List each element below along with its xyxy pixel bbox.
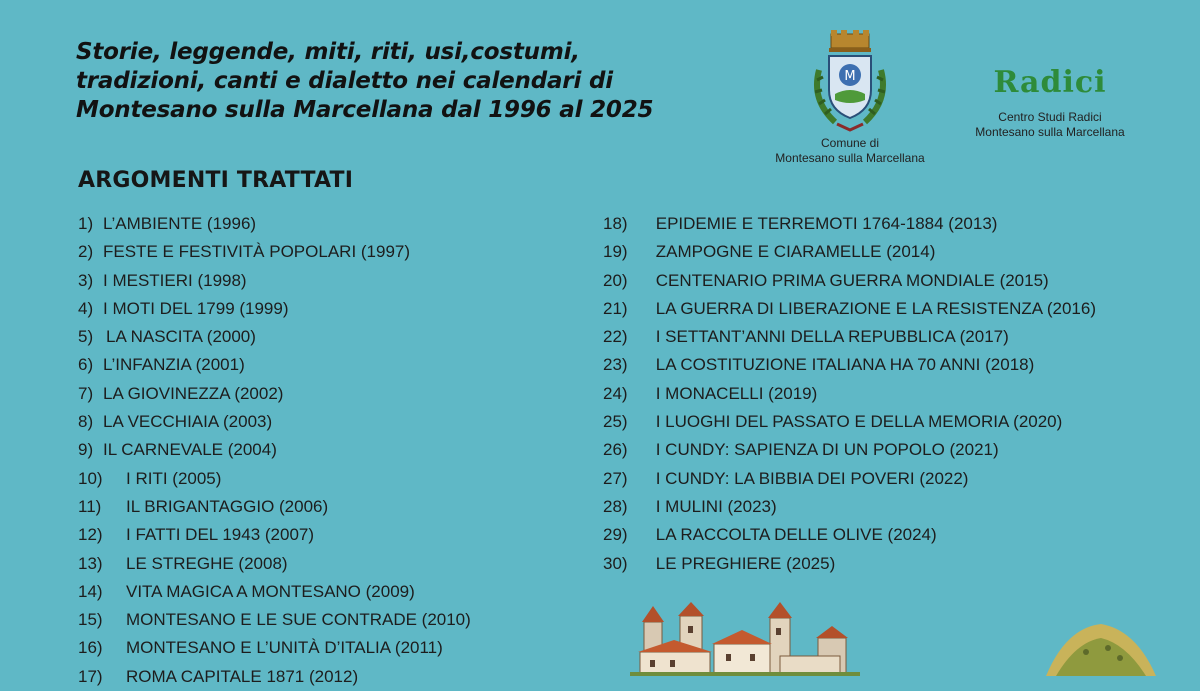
topic-text: MONTESANO E L’UNITÀ D’ITALIA (2011) [126,638,443,658]
topic-item [78,238,411,266]
topic-item [78,436,277,464]
topic-text: VITA MAGICA A MONTESANO (2009) [126,581,415,601]
topic-item [78,380,284,408]
topic-item [603,550,1096,578]
topic-number: 12) [78,525,103,545]
topic-text: EPIDEMIE E TERREMOTI 1764-1884 (2013) [655,214,998,233]
topic-text: LE STREGHE (2008) [126,553,288,573]
topic-item [78,606,471,634]
topic-number: 7) [78,383,94,403]
topic-item [78,408,273,436]
topic-number: 8) [78,412,94,432]
topic-text: CENTENARIO PRIMA GUERRA MONDIALE (2015) [655,270,1049,290]
radici-logo [960,66,1140,140]
topic-text: LA VECCHIAIA (2003) [103,412,273,432]
topic-item [603,465,1096,493]
topic-text: FESTE E FESTIVITÀ POPOLARI (1997) [103,242,411,262]
topic-item [603,408,1096,436]
topic-text: ZAMPOGNE E CIARAMELLE (2014) [655,242,936,262]
topic-number: 2) [78,242,94,262]
topics-list-left [78,210,471,691]
coat-of-arms-icon [805,30,895,134]
topic-number: 13) [78,553,103,573]
topic-item [78,465,222,493]
comune-logo [760,30,940,166]
topic-text: LA RACCOLTA DELLE OLIVE (2024) [655,525,937,545]
topic-number: 11) [78,496,102,516]
topic-item [603,210,1096,238]
topic-text: I LUOGHI DEL PASSATO E DELLA MEMORIA (2020) [655,412,1063,432]
title-line-2: tradizioni, canti e dialetto nei calendari di [76,68,613,94]
topic-number: 10) [78,468,103,488]
topic-item [78,267,247,295]
topic-number: 29) [603,525,628,545]
topic-text: I CUNDY: SAPIENZA DI UN POPOLO (2021) [655,440,999,460]
topic-item [78,521,315,549]
topic-number: 22) [603,327,628,347]
topic-number: 3) [78,270,94,290]
topic-number: 21) [603,298,628,318]
title-line-3: Montesano sulla Marcellana dal 1996 al 2025 [76,97,654,123]
topic-item [603,267,1096,295]
topic-item [78,550,288,578]
topic-number: 20) [603,270,628,290]
comune-caption-line-2: Montesano sulla Marcellana [775,151,925,165]
topic-text: LA COSTITUZIONE ITALIANA HA 70 ANNI (2018) [655,355,1035,375]
topic-item [603,436,1096,464]
topic-item [603,323,1096,351]
topic-text: I RITI (2005) [126,468,222,488]
topic-item [78,634,443,662]
topic-text: L’INFANZIA (2001) [103,355,245,375]
topic-number: 24) [603,383,628,403]
topic-text: LE PREGHIERE (2025) [655,553,836,573]
village-illustration [630,596,1030,676]
title-line-1: Storie, leggende, miti, riti, usi,costumi, [76,39,580,65]
topic-item [78,663,359,691]
topic-number: 5) [78,327,94,347]
topic-number: 17) [78,666,103,686]
topic-item [78,493,329,521]
topic-number: 4) [78,298,94,318]
topic-number: 30) [603,553,628,573]
topic-number: 25) [603,412,628,432]
topic-text: I CUNDY: LA BIBBIA DEI POVERI (2022) [655,468,969,488]
topic-number: 1) [78,214,94,233]
radici-wordmark: Radici [993,65,1107,100]
hill-illustration [1046,618,1156,676]
radici-caption-line-2: Montesano sulla Marcellana [975,125,1125,139]
topic-text: I MESTIERI (1998) [103,270,247,290]
topic-item [78,323,256,351]
topic-number: 28) [603,496,628,516]
topic-item [603,493,1096,521]
topic-number: 9) [78,440,94,460]
topic-text: I MULINI (2023) [655,496,777,516]
topic-text: IL BRIGANTAGGIO (2006) [126,496,329,516]
topic-text: LA GUERRA DI LIBERAZIONE E LA RESISTENZA (2016) [655,298,1096,318]
page-title [76,38,716,125]
topic-text: I SETTANT’ANNI DELLA REPUBBLICA (2017) [655,327,1009,347]
topic-item [78,578,415,606]
topic-item [78,210,257,238]
topic-item [603,521,1096,549]
topics-list-right [603,210,1096,578]
topic-number: 14) [78,581,103,601]
topic-number: 18) [603,214,628,233]
topic-number: 15) [78,610,103,630]
topic-number: 16) [78,638,103,658]
topic-text: I MONACELLI (2019) [655,383,818,403]
topic-item [603,380,1096,408]
radici-caption-line-1: Centro Studi Radici [998,110,1102,124]
topic-text: IL CARNEVALE (2004) [103,440,277,460]
topic-text: I FATTI DEL 1943 (2007) [126,525,315,545]
topic-text: LA GIOVINEZZA (2002) [103,383,284,403]
topic-text: MONTESANO E LE SUE CONTRADE (2010) [126,610,471,630]
section-heading: ARGOMENTI TRATTATI [78,168,354,193]
topic-text: LA NASCITA (2000) [106,327,256,347]
topic-item [78,295,289,323]
svg-text:M: M [844,69,856,84]
topic-item [78,351,245,379]
topic-item [603,295,1096,323]
topic-number: 19) [603,242,628,262]
topic-number: 6) [78,355,94,375]
topic-text: I MOTI DEL 1799 (1999) [103,298,289,318]
topic-number: 26) [603,440,628,460]
topic-item [603,238,1096,266]
topic-text: ROMA CAPITALE 1871 (2012) [126,666,359,686]
topic-number: 23) [603,355,628,375]
topic-item [603,351,1096,379]
comune-caption-line-1: Comune di [820,136,880,150]
topic-number: 27) [603,468,628,488]
topic-text: L’AMBIENTE (1996) [103,214,257,233]
